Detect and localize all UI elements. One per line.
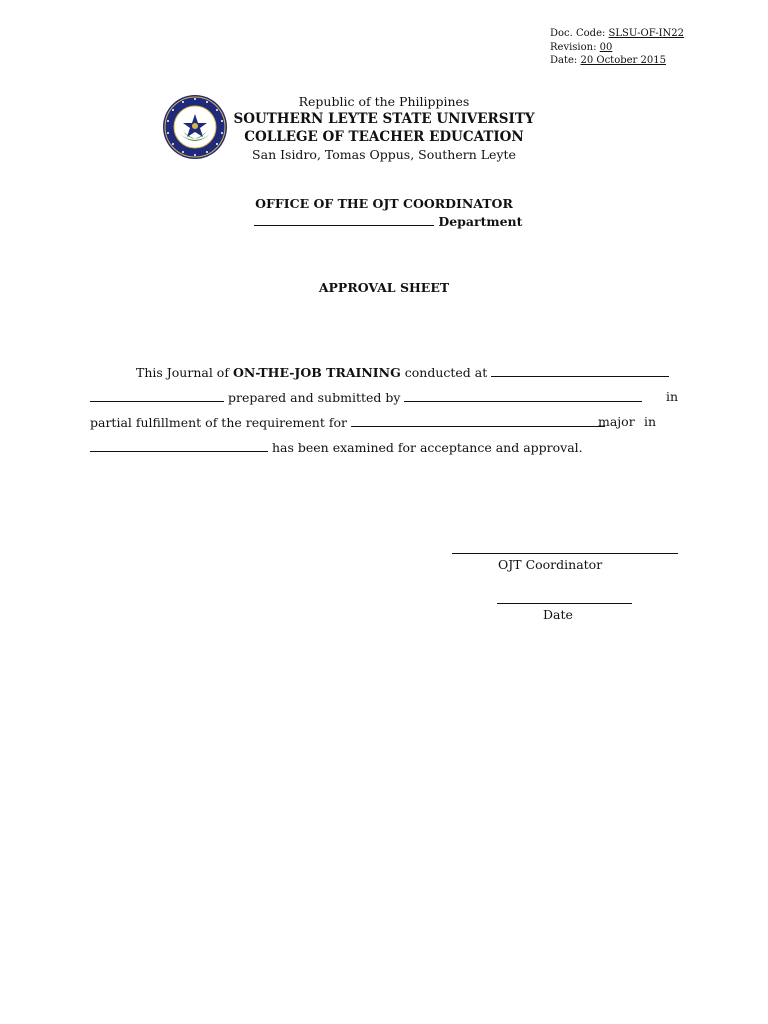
body-line-1 <box>136 364 669 380</box>
coordinator-label: OJT Coordinator <box>498 557 603 572</box>
student-name-blank[interactable] <box>90 389 224 402</box>
ojt-emphasis: ON-THE-JOB TRAINING <box>232 365 401 380</box>
doc-code-label: Doc. Code: <box>550 28 606 39</box>
revision-value: 00 <box>599 41 613 53</box>
doc-code-row <box>550 27 684 41</box>
examined-text: has been examined for acceptance and approval. <box>271 440 583 455</box>
requirement-blank[interactable] <box>351 414 605 427</box>
date-signature-line[interactable] <box>497 603 632 604</box>
doc-date-value: 20 October 2015 <box>580 55 666 66</box>
department-line <box>254 213 522 229</box>
date-label: Date <box>543 607 573 622</box>
doc-date-label: Date: <box>550 55 578 66</box>
body-line-3 <box>90 414 605 430</box>
journal-prefix: This Journal of <box>136 365 233 380</box>
conducted-at-text: conducted at <box>400 365 488 380</box>
prepared-by-text: prepared and submitted by <box>227 390 401 405</box>
college-name: COLLEGE OF TEACHER EDUCATION <box>244 129 524 145</box>
body-line-2 <box>90 389 642 405</box>
company-blank[interactable] <box>491 364 669 377</box>
university-name: SOUTHERN LEYTE STATE UNIVERSITY <box>233 111 535 127</box>
approval-sheet-title: APPROVAL SHEET <box>318 280 450 295</box>
department-blank[interactable] <box>254 213 434 226</box>
major-text: major <box>598 414 635 429</box>
major-field-blank[interactable] <box>90 439 268 452</box>
address-line: San Isidro, Tomas Oppus, Southern Leyte <box>252 147 516 162</box>
revision-row <box>550 41 684 55</box>
document-control-block <box>550 27 684 68</box>
line3-in-text: in <box>644 414 657 429</box>
revision-label: Revision: <box>550 41 597 53</box>
submitted-by-blank[interactable] <box>404 389 642 402</box>
department-label: Department <box>438 214 523 229</box>
republic-heading: Republic of the Philippines <box>298 94 470 109</box>
partial-fulfillment-text: partial fulfillment of the requirement for <box>90 415 347 430</box>
body-line-4 <box>90 439 583 455</box>
office-heading: OFFICE OF THE OJT COORDINATOR <box>255 196 513 211</box>
line2-in-text: in <box>666 389 679 404</box>
doc-date-row <box>550 54 684 68</box>
doc-code-value: SLSU-OF-IN22 <box>608 28 685 39</box>
coordinator-signature-line[interactable] <box>452 553 678 554</box>
